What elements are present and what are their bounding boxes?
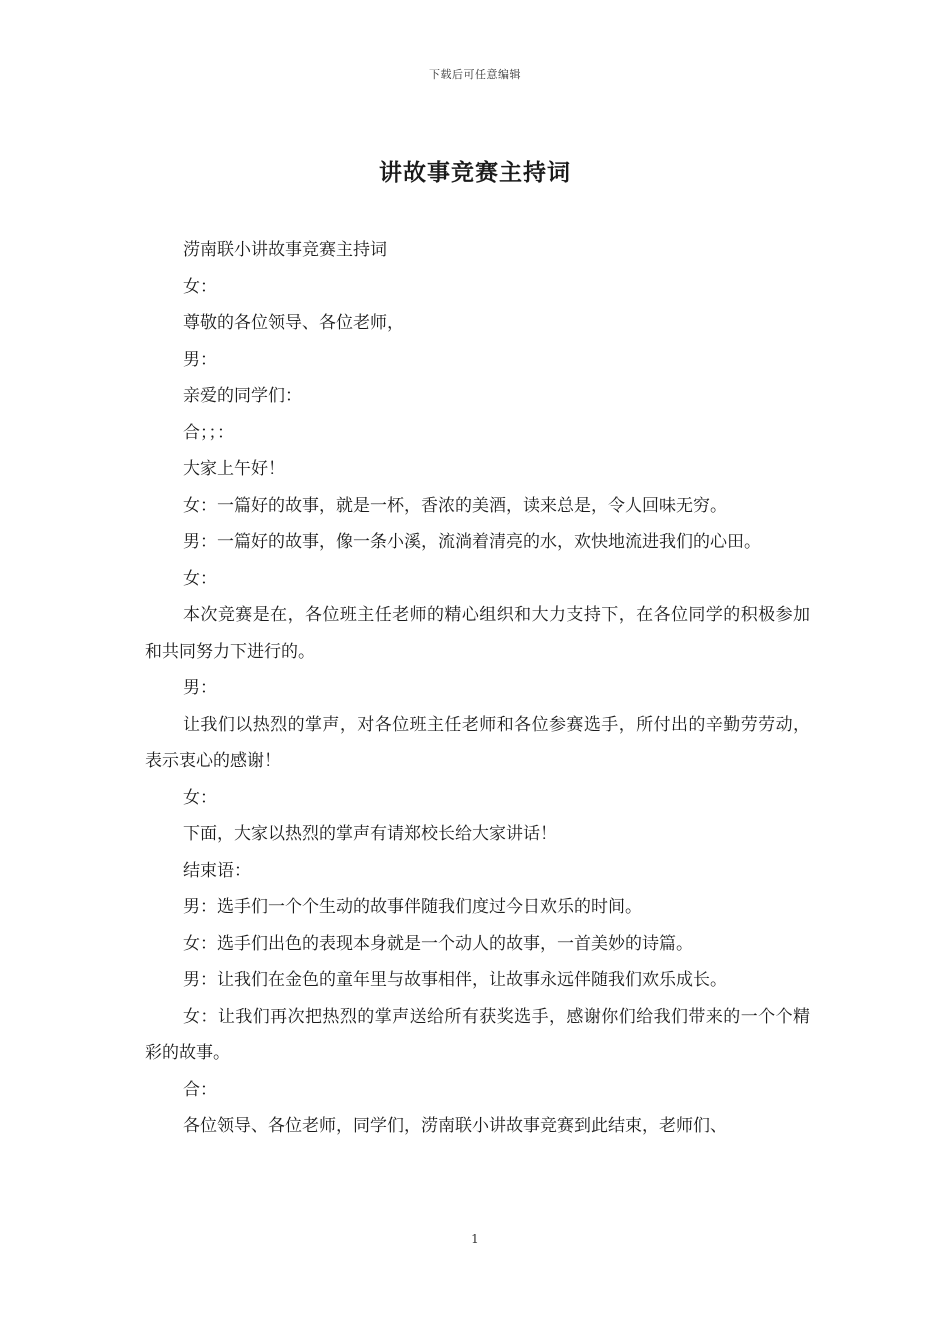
paragraph: 女：让我们再次把热烈的掌声送给所有获奖选手，感谢你们给我们带来的一个个精彩的故事。 [145, 1006, 810, 1063]
paragraph: 合；；： [183, 422, 234, 443]
paragraph: 男： [183, 678, 217, 698]
paragraph: 女：一篇好的故事，就是一杯，香浓的美酒，读来总是，令人回味无穷。 [183, 495, 727, 516]
paragraph: 大家上午好！ [183, 459, 285, 479]
paragraph: 女：选手们出色的表现本身就是一个动人的故事，一首美妙的诗篇。 [183, 933, 693, 954]
paragraph: 女： [183, 276, 217, 297]
paragraph: 女： [183, 568, 217, 589]
paragraph: 让我们以热烈的掌声，对各位班主任老师和各位参赛选手，所付出的辛勤劳劳动，表示衷心的感谢！ [145, 714, 810, 771]
paragraph: 下面，大家以热烈的掌声有请郑校长给大家讲话！ [183, 824, 557, 844]
paragraph: 男： [183, 349, 217, 370]
paragraph: 尊敬的各位领导、各位老师， [183, 313, 404, 333]
document-title: 讲故事竞赛主持词 [379, 159, 571, 186]
paragraph: 男：一篇好的故事，像一条小溪，流淌着清亮的水，欢快地流进我们的心田。 [183, 532, 761, 552]
paragraph: 各位领导、各位老师，同学们，涝南联小讲故事竞赛到此结束，老师们、 [183, 1116, 727, 1136]
paragraph: 涝南联小讲故事竞赛主持词 [183, 240, 387, 260]
paragraph: 女： [183, 787, 217, 808]
paragraph: 本次竞赛是在，各位班主任老师的精心组织和大力支持下，在各位同学的积极参加和共同努力下进行的。 [145, 605, 810, 662]
paragraph: 亲爱的同学们： [183, 386, 302, 406]
page-number: 1 [471, 1232, 479, 1246]
paragraph: 男：让我们在金色的童年里与故事相伴，让故事永远伴随我们欢乐成长。 [183, 970, 727, 990]
paragraph: 男：选手们一个个生动的故事伴随我们度过今日欢乐的时间。 [183, 897, 642, 917]
paragraph: 结束语： [183, 860, 251, 881]
page-header: 下载后可任意编辑 [429, 68, 521, 81]
paragraph: 合： [183, 1079, 217, 1100]
document-body [145, 232, 810, 1145]
